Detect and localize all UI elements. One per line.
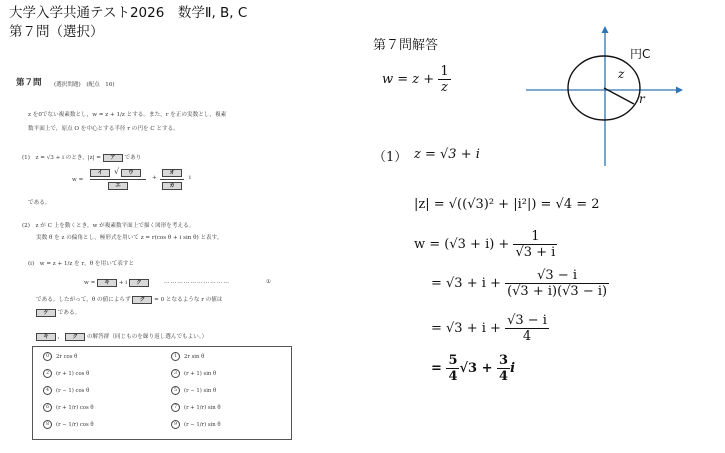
- sqrt-sign: √: [114, 167, 120, 176]
- choices-box: [32, 346, 292, 440]
- choice-5: [171, 386, 216, 395]
- answer-box-ku-2: ク: [132, 296, 152, 304]
- document-subtitle: 第７問（選択）: [9, 24, 104, 40]
- choice-number: 6: [43, 403, 52, 412]
- choice-text: (r + 1/r) cos θ: [56, 405, 94, 411]
- choice-text: (r − 1/r) cos θ: [56, 422, 94, 428]
- part-1-label: （1）: [373, 150, 408, 165]
- choice-3: [171, 369, 216, 378]
- w1-den: √3 + i: [515, 245, 556, 260]
- choice-number: 2: [43, 369, 52, 378]
- final-frac-b: [497, 353, 510, 384]
- question-1-after: であり: [124, 155, 142, 161]
- final-a-rest: √3 +: [459, 361, 493, 376]
- answer-box-i: イ: [90, 169, 110, 177]
- dotted-leader: …………………………: [164, 279, 230, 285]
- answer-definition: [382, 64, 451, 95]
- circle-label: 円C: [630, 47, 651, 61]
- answer-box-ke: ケ: [36, 309, 56, 317]
- choice-7: [171, 403, 221, 412]
- def-num: 1: [440, 64, 449, 79]
- w1-fraction: [513, 229, 557, 260]
- qi-plus: + i: [118, 280, 128, 286]
- w2-num: √3 − i: [505, 268, 609, 284]
- plus-sign: +: [152, 175, 157, 181]
- final-frac-a: [446, 353, 459, 384]
- answer-box-ki-2: キ: [36, 333, 56, 341]
- choice-number: 4: [43, 386, 52, 395]
- final-a-den: 4: [448, 369, 458, 384]
- w2-den: (√3 + i)(√3 − i): [507, 284, 608, 299]
- problem-intro-2: 数平面上で，原点 O を中心とする半径 r の円を C とする。: [28, 126, 179, 132]
- final-b-rest: i: [510, 361, 516, 376]
- fraction-bar-1: [90, 179, 146, 180]
- r-label: r: [639, 92, 645, 106]
- question-1-w: w =: [72, 177, 84, 183]
- abs-z-line: |z| = √((√3)² + |i²|) = √4 = 2: [414, 197, 600, 212]
- question-2-i-formula: [84, 279, 149, 287]
- w3-fraction: [505, 313, 549, 344]
- def-lhs: w = z +: [382, 72, 435, 87]
- question-2-i: (i) w = z + 1/z を r，θ を用いて表すと: [28, 261, 135, 267]
- equation-mark: ①: [266, 279, 272, 285]
- answer-box-u: ウ: [121, 169, 141, 177]
- choices-note-text: の解答群（同じものを繰り返し選んでもよい。）: [86, 334, 208, 340]
- choice-text: 2r sin θ: [184, 354, 205, 360]
- choice-text: (r − 1) sin θ: [184, 388, 217, 394]
- question-2-b: 実数 θ を z の偏角とし，極形式を用いて z = r(cos θ + i sin θ) と表す。: [36, 235, 223, 241]
- z-label: z: [618, 67, 625, 81]
- choice-6: [43, 403, 94, 412]
- choice-0: [43, 352, 77, 361]
- answer-title: 第７問解答: [373, 38, 439, 53]
- problem-heading-sub: (選択問題) (配点 16): [54, 82, 115, 88]
- real-axis-arrow-icon: [676, 87, 683, 94]
- choice-8: [43, 420, 94, 429]
- w3-num: √3 − i: [507, 313, 547, 328]
- w2-lhs: = √3 + i +: [431, 276, 501, 291]
- imag-unit: i: [189, 175, 191, 181]
- choice-text: (r − 1/r) sin θ: [184, 422, 221, 428]
- question-1-end: である。: [28, 200, 51, 206]
- choice-text: 2r cos θ: [56, 354, 78, 360]
- w-line-1: [414, 229, 557, 260]
- answer-box-a: ア: [103, 154, 123, 162]
- w-line-2: [431, 268, 609, 299]
- document-title: 大学入学共通テスト2026 数学Ⅱ, B, C: [9, 5, 248, 21]
- final-a-num: 5: [448, 353, 458, 368]
- imag-axis-arrow-icon: [602, 26, 609, 33]
- choice-number: 1: [171, 352, 180, 361]
- w1-num: 1: [513, 229, 557, 245]
- choice-text: (r + 1) cos θ: [56, 371, 90, 377]
- choice-text: (r + 1) sin θ: [184, 371, 217, 377]
- choice-number: 3: [171, 369, 180, 378]
- def-fraction: [438, 64, 450, 95]
- choice-4: [43, 386, 89, 395]
- choice-number: 0: [43, 352, 52, 361]
- problem-intro-1: z を0でない複素数とし，w = z + 1/z とする。また，r を正の実数とし，複素: [28, 112, 227, 118]
- qi-text-2: = 0 となるような r の値は: [154, 297, 223, 303]
- problem-heading: 第７問: [16, 78, 42, 88]
- choice-number: 5: [171, 386, 180, 395]
- choice-2: [43, 369, 89, 378]
- question-2-a: (2) z が C 上を動くとき，w が複素数平面上で描く図形を考える。: [22, 223, 195, 229]
- answer-box-e: エ: [108, 182, 128, 190]
- circle-diagram: [520, 20, 710, 170]
- final-answer: [431, 353, 515, 384]
- answer-box-o: オ: [162, 169, 182, 177]
- choice-1: [171, 352, 204, 361]
- part-1-z: z = √3 + i: [414, 147, 480, 162]
- question-1: [22, 154, 141, 162]
- w3-den: 4: [522, 329, 532, 344]
- qi-w: w =: [84, 280, 96, 286]
- w1-lhs: w = (√3 + i) +: [414, 237, 510, 252]
- w2-fraction: [505, 268, 609, 299]
- fraction-bar-2: [160, 179, 184, 180]
- choice-9: [171, 420, 221, 429]
- def-den: z: [441, 80, 448, 95]
- choice-text: (r + 1/r) sin θ: [184, 405, 221, 411]
- question-1-text: (1) z = √3 + i のとき，|z| =: [22, 155, 101, 161]
- answer-box-ku: ク: [129, 279, 149, 287]
- w3-lhs: = √3 + i +: [431, 321, 501, 336]
- question-2-i-text: [36, 296, 223, 304]
- choice-number: 8: [43, 420, 52, 429]
- final-b-num: 3: [499, 353, 509, 368]
- question-1-formula: [90, 169, 220, 195]
- answer-box-ku-3: ク: [65, 333, 85, 341]
- qi-text-3: である。: [57, 310, 81, 316]
- answer-box-ki: キ: [97, 279, 117, 287]
- choice-number: 9: [171, 420, 180, 429]
- choice-text: (r − 1) cos θ: [56, 388, 90, 394]
- choices-note: キ ， ク の解答群（同じものを繰り返し選んでもよい。）: [36, 333, 207, 341]
- choice-number: 7: [171, 403, 180, 412]
- answer-box-ka: カ: [162, 182, 182, 190]
- final-eq: =: [431, 361, 442, 376]
- problem-scan: [14, 80, 290, 440]
- final-b-den: 4: [499, 369, 509, 384]
- qi-text-1: である。したがって，θ の値によらず: [36, 297, 131, 303]
- question-2-i-text-b: [36, 309, 80, 317]
- w-line-3: [431, 313, 549, 344]
